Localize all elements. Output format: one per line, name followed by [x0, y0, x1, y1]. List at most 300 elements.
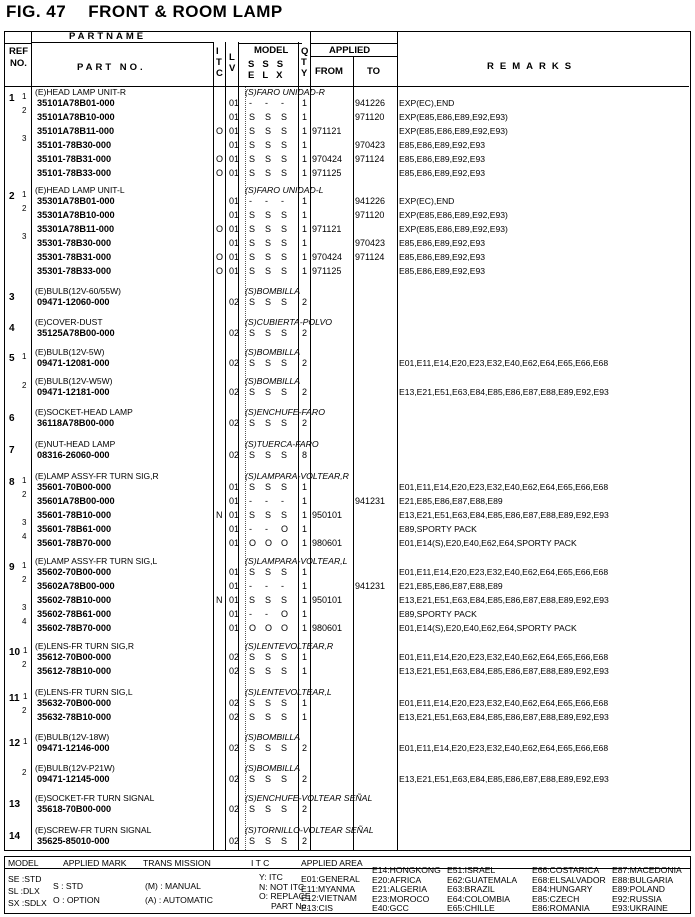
model-sx: S: [281, 387, 288, 397]
model-se: S: [249, 154, 256, 164]
qty: 1: [302, 538, 308, 548]
qty: 1: [302, 168, 308, 178]
sub-index: 2: [22, 768, 27, 777]
remarks: E85,E86,E89,E92,E93: [399, 168, 486, 178]
model-se: S: [249, 224, 256, 234]
lv-code: 02: [229, 743, 240, 753]
remarks: E21,E85,E86,E87,E88,E89: [399, 496, 503, 506]
qty: 2: [302, 297, 308, 307]
qty: 2: [302, 358, 308, 368]
model-sx: S: [281, 238, 288, 248]
remarks: E01,E14(S),E20,E40,E62,E64,SPORTY PACK: [399, 623, 577, 633]
sub-index: 1: [23, 646, 28, 655]
qty: 1: [302, 623, 308, 633]
model-sl: S: [265, 238, 272, 248]
part-description: (E)LENS-FR TURN SIG,L: [35, 687, 133, 697]
part-number: 35601-78B61-000: [37, 524, 112, 534]
lv-code: 01: [229, 538, 240, 548]
lv-code: 01: [229, 112, 240, 122]
remarks: EXP(E85,E86,E89,E92,E93): [399, 210, 508, 220]
sub-index: 3: [22, 232, 27, 241]
part-description: (E)HEAD LAMP UNIT-L: [35, 185, 125, 195]
partno-header: PART NO.: [77, 62, 146, 73]
applied-to: 970423: [355, 140, 386, 150]
part-number: 09471-12181-000: [37, 387, 110, 397]
sub-index: 1: [22, 92, 27, 101]
remarks: E13,E21,E51,E63,E84,E85,E86,E87,E88,E89,E92,E93: [399, 595, 609, 605]
model-sx: S: [281, 297, 288, 307]
part-number: 35101-78B31-000: [37, 154, 112, 164]
remarks: EXP(E85,E86,E89,E92,E93): [399, 224, 508, 234]
lv-code: 01: [229, 510, 240, 520]
part-description: (E)BULB(12V-W5W): [35, 376, 113, 386]
qty: 2: [302, 804, 308, 814]
lv-code: 02: [229, 836, 240, 846]
model-sl: S: [265, 210, 272, 220]
model-se: S: [249, 168, 256, 178]
sub-index: 3: [22, 603, 27, 612]
model-sl: -: [265, 609, 268, 619]
legend-mark-header: APPLIED MARK: [63, 858, 127, 868]
model-se: S: [249, 297, 256, 307]
model-se: -: [249, 581, 252, 591]
model-sl: O: [265, 623, 273, 633]
qty: 8: [302, 450, 308, 460]
model-se: S: [249, 358, 256, 368]
remarks: E21,E85,E86,E87,E88,E89: [399, 581, 503, 591]
spanish-name: (S)BOMBILLA: [245, 376, 301, 386]
model-se: S: [249, 804, 256, 814]
qty: 2: [302, 328, 308, 338]
lv-code: 02: [229, 712, 240, 722]
lv-code: 01: [229, 224, 240, 234]
model-sl: S: [265, 774, 272, 784]
lv-code: 01: [229, 581, 240, 591]
model-se: -: [249, 609, 252, 619]
qty-header: Q T Y: [301, 46, 309, 79]
model-se: S: [249, 328, 256, 338]
ref-number: 9: [9, 562, 15, 573]
spanish-name: (S)LAMPARA-VOLTEAR,R: [245, 471, 349, 481]
qty: 2: [302, 387, 308, 397]
remarks: EXP(EC),END: [399, 98, 455, 108]
to-header: TO: [367, 66, 381, 77]
itc-mark: N: [216, 510, 223, 520]
model-sx: S: [281, 168, 288, 178]
lv-code: 01: [229, 98, 240, 108]
parts-table: [4, 31, 691, 851]
part-number: 35601-78B10-000: [37, 510, 112, 520]
part-number: 08316-26060-000: [37, 450, 110, 460]
ref-number: 1: [9, 93, 15, 104]
part-description: (E)LAMP ASSY-FR TURN SIG,R: [35, 471, 159, 481]
ref-number: 5: [9, 353, 15, 364]
model-sx: S: [281, 154, 288, 164]
part-number: 36118A78B00-000: [37, 418, 115, 428]
legend-model-header: MODEL: [8, 858, 39, 868]
sub-index: 2: [22, 204, 27, 213]
partname-header: PARTNAME: [69, 31, 147, 42]
part-number: 09471-12060-000: [37, 297, 110, 307]
remarks: E13,E21,E51,E63,E84,E85,E86,E87,E88,E89,E92,E93: [399, 774, 609, 784]
model-se: S: [249, 252, 256, 262]
applied-from: 970424: [312, 252, 343, 262]
ref-number: 3: [9, 292, 15, 303]
part-number: 35601-70B00-000: [37, 482, 112, 492]
sub-index: 3: [22, 518, 27, 527]
ref-number: 10: [9, 647, 21, 658]
spanish-name: (S)FARO UNIDAD-L: [245, 185, 324, 195]
applied-header: APPLIED: [329, 45, 371, 56]
model-sl: S: [265, 418, 272, 428]
model-se: S: [249, 387, 256, 397]
from-header: FROM: [315, 66, 343, 77]
itc-mark: O: [216, 126, 224, 136]
model-sl: S: [265, 482, 272, 492]
lv-code: 01: [229, 168, 240, 178]
qty: 1: [302, 581, 308, 591]
legend-itc: Y: ITC N: NOT ITC O: REPLACE PART No.: [259, 872, 311, 911]
model-sx: S: [281, 804, 288, 814]
legend-areas-col4: E66:COSTARICA E68:ELSALVADOR E84:HUNGARY E85:CZECH E86:ROMANIA: [532, 865, 606, 913]
part-number: 35632-70B00-000: [37, 698, 112, 708]
lv-code: 01: [229, 524, 240, 534]
ref-number: 13: [9, 799, 21, 810]
spanish-name: (S)BOMBILLA: [245, 347, 301, 357]
model-sl: S: [265, 266, 272, 276]
sub-index: 1: [22, 476, 27, 485]
model-sl: S: [265, 510, 272, 520]
model-se: S: [249, 567, 256, 577]
lv-code: 02: [229, 804, 240, 814]
remarks: E01,E14(S),E20,E40,E62,E64,SPORTY PACK: [399, 538, 577, 548]
model-sl: S: [265, 836, 272, 846]
spanish-name: (S)BOMBILLA: [245, 763, 301, 773]
model-sl: -: [265, 496, 268, 506]
applied-to: 941231: [355, 581, 386, 591]
model-sx: S: [281, 224, 288, 234]
page-title: [6, 2, 283, 22]
ref-header: REF: [9, 46, 28, 57]
remarks: E85,E86,E89,E92,E93: [399, 154, 486, 164]
model-sl: S: [265, 168, 272, 178]
part-description: (E)NUT-HEAD LAMP: [35, 439, 116, 449]
model-sx: S: [281, 652, 288, 662]
qty: 1: [302, 224, 308, 234]
sub-index: 2: [22, 106, 27, 115]
part-number: 35602A78B00-000: [37, 581, 115, 591]
part-number: 35101-78B30-000: [37, 140, 112, 150]
spanish-name: (S)BOMBILLA: [245, 286, 301, 296]
model-sl: S: [265, 804, 272, 814]
qty: 1: [302, 698, 308, 708]
model-se: -: [249, 524, 252, 534]
model-sl: -: [265, 581, 268, 591]
part-number: 35101A78B01-000: [37, 98, 115, 108]
part-number: 35101A78B11-000: [37, 126, 115, 136]
lv-code: 02: [229, 418, 240, 428]
legend-itc-header: I T C: [251, 858, 270, 868]
model-sl: S: [265, 450, 272, 460]
qty: 2: [302, 418, 308, 428]
itc-mark: O: [216, 154, 224, 164]
itc-mark: O: [216, 168, 224, 178]
remarks: EXP(EC),END: [399, 196, 455, 206]
applied-from: 950101: [312, 510, 343, 520]
model-se: S: [249, 595, 256, 605]
model-se: S: [249, 774, 256, 784]
applied-from: 980601: [312, 623, 343, 633]
sub-index: 2: [22, 660, 27, 669]
model-se: -: [249, 98, 252, 108]
model-se: S: [249, 126, 256, 136]
model-sx: S: [281, 712, 288, 722]
ref-number: 12: [9, 738, 21, 749]
lv-code: 02: [229, 358, 240, 368]
remarks: E01,E11,E14,E20,E23,E32,E40,E62,E64,E65,E66,E68: [399, 567, 609, 577]
applied-to: 971120: [355, 112, 385, 122]
part-description: (E)COVER-DUST: [35, 317, 103, 327]
qty: 1: [302, 154, 308, 164]
model-se: S: [249, 266, 256, 276]
applied-from: 971125: [312, 266, 342, 276]
qty: 2: [302, 774, 308, 784]
qty: 1: [302, 196, 308, 206]
model-sx: S: [281, 328, 288, 338]
model-sx: S: [281, 698, 288, 708]
sub-index: 1: [22, 190, 27, 199]
spanish-name: (S)LAMPARA-VOLTEAR,L: [245, 556, 348, 566]
remarks: E85,E86,E89,E92,E93: [399, 266, 486, 276]
applied-from: 950101: [312, 595, 343, 605]
model-sx: O: [281, 524, 289, 534]
qty: 1: [302, 510, 308, 520]
ref-number: 2: [9, 191, 15, 202]
part-description: (E)SCREW-FR TURN SIGNAL: [35, 825, 152, 835]
sub-index: 1: [23, 692, 28, 701]
lv-code: 02: [229, 698, 240, 708]
lv-code: 01: [229, 567, 240, 577]
part-number: 35301-78B30-000: [37, 238, 112, 248]
part-description: (E)SOCKET-FR TURN SIGNAL: [35, 793, 155, 803]
part-number: 35612-78B10-000: [37, 666, 112, 676]
model-sx: S: [281, 743, 288, 753]
remarks: EXP(E85,E86,E89,E92,E93): [399, 126, 508, 136]
model-sl: S: [265, 112, 272, 122]
remarks-header: REMARKS: [487, 61, 578, 72]
qty: 1: [302, 482, 308, 492]
applied-from: 971121: [312, 126, 342, 136]
model-sl: S: [265, 712, 272, 722]
qty: 1: [302, 266, 308, 276]
lv-code: 01: [229, 126, 240, 136]
lv-code: 01: [229, 609, 240, 619]
figure-title: FRONT & ROOM LAMP: [88, 2, 283, 21]
model-sx: S: [281, 210, 288, 220]
part-description: (E)SOCKET-HEAD LAMP: [35, 407, 133, 417]
qty: 2: [302, 743, 308, 753]
remarks: E01,E11,E14,E20,E23,E32,E40,E62,E64,E65,E66,E68: [399, 743, 609, 753]
itc-mark: O: [216, 266, 224, 276]
part-number: 35101-78B33-000: [37, 168, 112, 178]
model-sx: S: [281, 510, 288, 520]
model-se: S: [249, 698, 256, 708]
spanish-name: (S)LENTEVOLTEAR,L: [245, 687, 332, 697]
model-sx: S: [281, 126, 288, 136]
spanish-name: (S)CUBIERTA-POLVO: [245, 317, 333, 327]
applied-to: 971120: [355, 210, 385, 220]
model-sx: O: [281, 609, 289, 619]
model-sx: S: [281, 666, 288, 676]
qty: 1: [302, 98, 308, 108]
model-sx: S: [281, 112, 288, 122]
legend-areas-col1: E01:GENERAL E11:MYANMA E12:VIETNAM E13:CIS: [301, 874, 360, 913]
part-number: 35125A78B00-000: [37, 328, 115, 338]
legend-models: SE :STD SL :DLX SX :SDLX: [8, 874, 47, 908]
lv-code: 01: [229, 210, 240, 220]
part-number: 35301-78B33-000: [37, 266, 112, 276]
model-subheader: SSS ELX: [248, 59, 292, 81]
model-sl: S: [265, 126, 272, 136]
part-description: (E)HEAD LAMP UNIT-R: [35, 87, 126, 97]
lv-code: 01: [229, 595, 240, 605]
part-description: (E)BULB(12V-18W): [35, 732, 110, 742]
lv-code: 01: [229, 482, 240, 492]
qty: 2: [302, 836, 308, 846]
applied-from: 971121: [312, 224, 342, 234]
applied-from: 971125: [312, 168, 342, 178]
model-se: S: [249, 666, 256, 676]
model-se: S: [249, 510, 256, 520]
model-se: S: [249, 210, 256, 220]
part-number: 35602-78B10-000: [37, 595, 112, 605]
model-se: S: [249, 652, 256, 662]
applied-to: 941226: [355, 196, 386, 206]
part-number: 35618-70B00-000: [37, 804, 112, 814]
model-sl: S: [265, 140, 272, 150]
part-number: 35601A78B00-000: [37, 496, 115, 506]
model-sx: -: [281, 98, 284, 108]
model-sx: O: [281, 623, 289, 633]
model-se: S: [249, 112, 256, 122]
legend-trans-header: TRANS MISSION: [143, 858, 211, 868]
part-number: 35625-85010-000: [37, 836, 110, 846]
model-se: S: [249, 712, 256, 722]
model-se: S: [249, 140, 256, 150]
applied-from: 980601: [312, 538, 343, 548]
model-se: S: [249, 836, 256, 846]
legend-areas-col5: E87:MACEDONIA E88:BULGARIA E89:POLAND E92:RUSSIA E93:UKRAINE: [612, 865, 682, 913]
part-number: 35301A78B01-000: [37, 196, 115, 206]
remarks: E89,SPORTY PACK: [399, 609, 477, 619]
sub-index: 2: [22, 706, 27, 715]
remarks: E01,E11,E14,E20,E23,E32,E40,E62,E64,E65,E66,E68: [399, 652, 609, 662]
part-number: 35612-70B00-000: [37, 652, 112, 662]
model-header: MODEL: [254, 45, 289, 56]
remarks: E85,E86,E89,E92,E93: [399, 252, 486, 262]
model-sx: S: [281, 595, 288, 605]
ref-number: 8: [9, 477, 15, 488]
model-se: S: [249, 238, 256, 248]
model-sx: -: [281, 581, 284, 591]
model-se: O: [249, 623, 257, 633]
model-sl: S: [265, 743, 272, 753]
itc-header: I T C: [216, 46, 223, 79]
remarks: E13,E21,E51,E63,E84,E85,E86,E87,E88,E89,E92,E93: [399, 510, 609, 520]
model-sl: -: [265, 524, 268, 534]
ref-number: 4: [9, 323, 15, 334]
model-sx: S: [281, 450, 288, 460]
lv-code: 01: [229, 623, 240, 633]
part-number: 09471-12146-000: [37, 743, 110, 753]
spanish-name: (S)TORNILLO-VOLTEAR SEÑAL: [245, 825, 374, 835]
model-sl: S: [265, 595, 272, 605]
part-number: 35601-78B70-000: [37, 538, 112, 548]
itc-mark: N: [216, 595, 223, 605]
remarks: E01,E11,E14,E20,E23,E32,E40,E62,E64,E65,E66,E68: [399, 358, 609, 368]
model-se: S: [249, 482, 256, 492]
model-sx: O: [281, 538, 289, 548]
lv-header: L V: [229, 52, 236, 74]
model-sx: S: [281, 774, 288, 784]
lv-code: 02: [229, 652, 240, 662]
qty: 1: [302, 210, 308, 220]
qty: 1: [302, 496, 308, 506]
remarks: E01,E11,E14,E20,E23,E32,E40,E62,E64,E65,E66,E68: [399, 482, 609, 492]
legend-trans: (M) : MANUAL (A) : AUTOMATIC: [145, 881, 213, 905]
model-sl: S: [265, 567, 272, 577]
remarks: E13,E21,E51,E63,E84,E85,E86,E87,E88,E89,E92,E93: [399, 387, 609, 397]
model-sx: -: [281, 496, 284, 506]
lv-code: 02: [229, 774, 240, 784]
spanish-name: (S)TUERCA-FARO: [245, 439, 319, 449]
qty: 1: [302, 712, 308, 722]
part-number: 35301A78B11-000: [37, 224, 115, 234]
model-se: O: [249, 538, 257, 548]
remarks: E85,E86,E89,E92,E93: [399, 140, 486, 150]
model-sx: S: [281, 140, 288, 150]
sub-index: 1: [22, 352, 27, 361]
spanish-name: (S)BOMBILLA: [245, 732, 301, 742]
sub-index: 4: [22, 617, 27, 626]
model-sl: S: [265, 328, 272, 338]
spanish-name: (S)ENCHUFE-VOLTEAR SEÑAL: [245, 793, 373, 803]
applied-to: 971124: [355, 252, 385, 262]
model-sx: S: [281, 252, 288, 262]
model-sx: S: [281, 482, 288, 492]
applied-from: 970424: [312, 154, 343, 164]
qty: 1: [302, 126, 308, 136]
model-sx: S: [281, 567, 288, 577]
lv-code: 01: [229, 252, 240, 262]
model-se: S: [249, 418, 256, 428]
spanish-name: (S)FARO UNIDAD-R: [245, 87, 325, 97]
sub-index: 2: [22, 381, 27, 390]
model-sl: S: [265, 252, 272, 262]
lv-code: 02: [229, 450, 240, 460]
model-sl: S: [265, 652, 272, 662]
sub-index: 4: [22, 532, 27, 541]
sub-index: 2: [22, 490, 27, 499]
no-header: NO.: [10, 58, 27, 69]
spanish-name: (S)LENTEVOLTEAR,R: [245, 641, 334, 651]
legend-box: [4, 856, 691, 914]
qty: 1: [302, 112, 308, 122]
model-sl: S: [265, 387, 272, 397]
lv-code: 02: [229, 387, 240, 397]
lv-code: 02: [229, 297, 240, 307]
model-sl: S: [265, 297, 272, 307]
